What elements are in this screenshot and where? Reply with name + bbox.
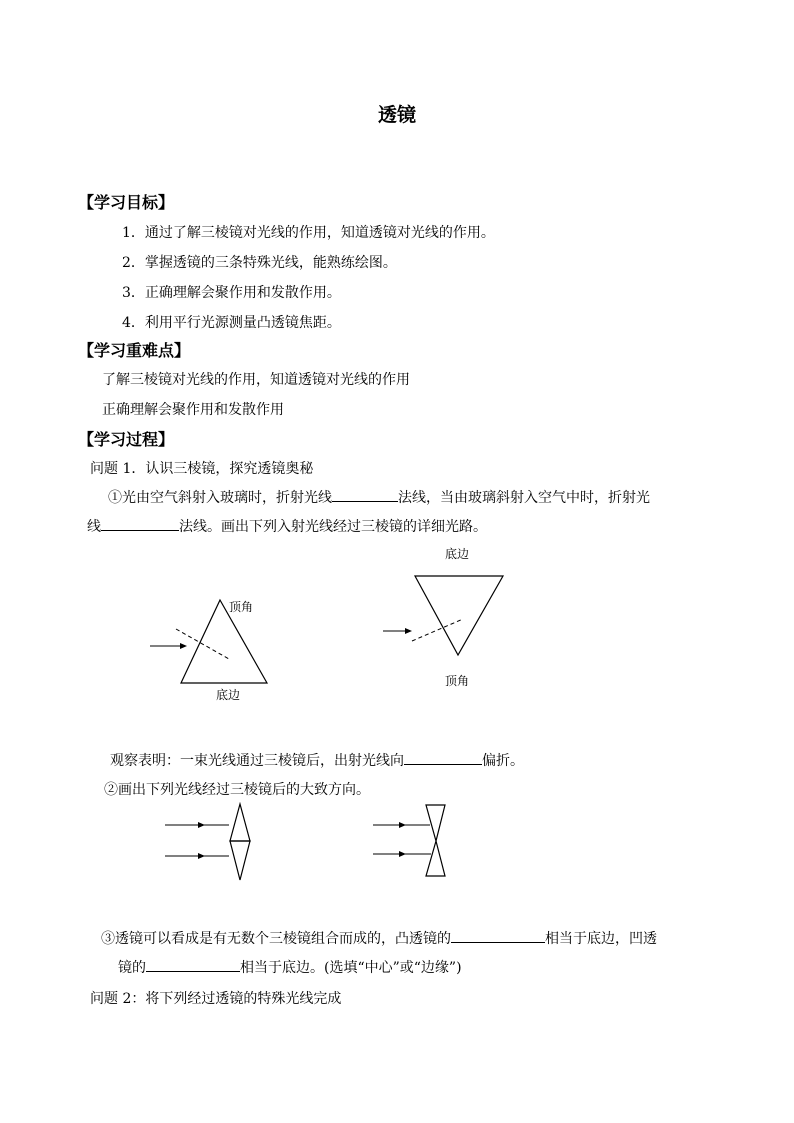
goal-item-3: 3．正确理解会聚作用和发散作用。 [122, 285, 341, 301]
prism-triangle [181, 600, 267, 683]
paragraph-3-line-2 [118, 957, 462, 977]
goal-item-4: 4．利用平行光源测量凸透镜焦距。 [122, 315, 341, 331]
paragraph-1-text-a: ①光由空气斜射入玻璃时，折射光线 [108, 490, 332, 506]
goal-item-1: 1．通过了解三棱镜对光线的作用，知道透镜对光线的作用。 [122, 225, 495, 241]
answer-blank-1[interactable] [332, 487, 398, 502]
paragraph-3-text-d: 相当于底边。(选填“中心”或“边缘”) [240, 960, 462, 976]
normal-line [412, 619, 463, 641]
prism-apex-up-figure [140, 590, 280, 705]
base-label: 底边 [216, 688, 241, 702]
paragraph-1-text-d: 法线。画出下列入射光线经过三棱镜的详细光路。 [179, 519, 487, 535]
goals-header: 【学习目标】 [78, 193, 175, 212]
paragraph-1-line-2 [87, 516, 487, 536]
answer-blank-4[interactable] [451, 928, 545, 943]
paragraph-2: ②画出下列光线经过三棱镜后的大致方向。 [104, 782, 370, 798]
base-label: 底边 [445, 547, 470, 561]
paragraph-3-text-c: 镜的 [118, 960, 146, 976]
upper-prism [426, 805, 445, 841]
key-points-header: 【学习重难点】 [78, 341, 191, 360]
paragraph-1-text-c: 线 [87, 519, 101, 535]
key-point-1: 了解三棱镜对光线的作用，知道透镜对光线的作用 [102, 372, 410, 388]
observation-text-b: 偏折。 [482, 753, 524, 769]
process-header: 【学习过程】 [78, 430, 175, 449]
paragraph-3-text-b: 相当于底边，凹透 [545, 931, 657, 947]
arrow-icon [399, 851, 406, 857]
convex-prism-figure [160, 802, 270, 888]
question-2: 问题 2：将下列经过透镜的特殊光线完成 [90, 991, 342, 1007]
lower-prism [426, 841, 445, 876]
normal-line [176, 629, 229, 659]
answer-blank-3[interactable] [404, 750, 482, 765]
observation-text-a: 观察表明：一束光线通过三棱镜后，出射光线向 [110, 753, 404, 769]
paragraph-3-text-a: ③透镜可以看成是有无数个三棱镜组合而成的，凸透镜的 [101, 931, 451, 947]
answer-blank-2[interactable] [101, 516, 179, 531]
paragraph-1-text-b: 法线，当由玻璃斜射入空气中时，折射光 [398, 490, 650, 506]
concave-prism-figure [370, 802, 460, 882]
page-title: 透镜 [377, 104, 416, 126]
goal-item-2: 2．掌握透镜的三条特殊光线，能熟练绘图。 [122, 255, 397, 271]
paragraph-3-line-1 [101, 928, 657, 948]
arrow-icon [399, 822, 406, 828]
arrow-icon [198, 853, 205, 859]
upper-prism [230, 804, 250, 841]
arrow-icon [405, 628, 412, 634]
apex-label: 顶角 [229, 600, 254, 614]
apex-label: 顶角 [445, 674, 470, 688]
answer-blank-5[interactable] [146, 957, 240, 972]
lower-prism [230, 841, 250, 880]
arrow-icon [180, 643, 187, 649]
key-point-2: 正确理解会聚作用和发散作用 [102, 402, 284, 418]
prism-apex-down-figure [375, 540, 515, 695]
observation-line [110, 750, 524, 770]
paragraph-1-line-1 [108, 487, 650, 507]
arrow-icon [198, 822, 205, 828]
prism-triangle [415, 576, 503, 655]
question-1: 问题 1．认识三棱镜，探究透镜奥秘 [90, 461, 314, 477]
